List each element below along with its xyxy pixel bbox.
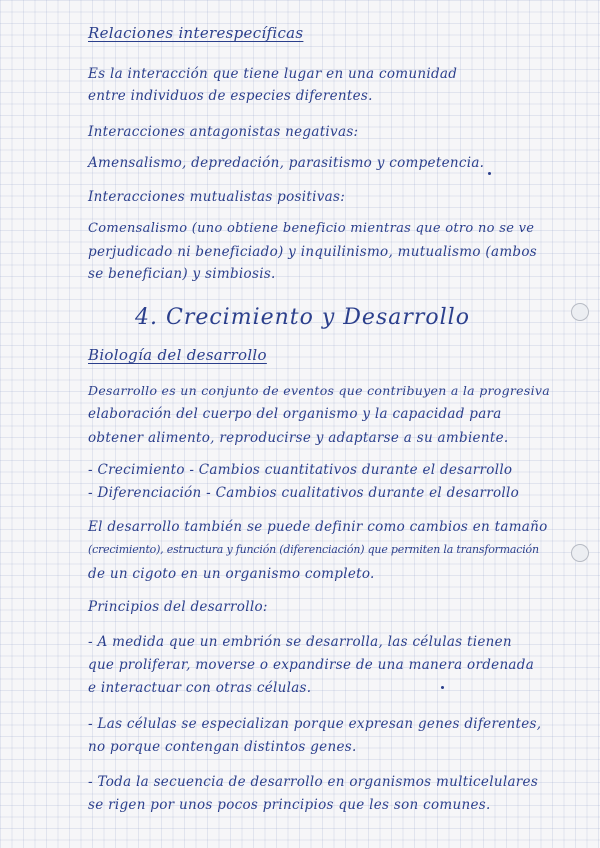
definition2-line-3: de un cigoto en un organismo completo. (88, 566, 375, 582)
principle-3-line-2: se rigen por unos pocos principios que les son comunes. (88, 797, 491, 813)
bullet-differentiation: - Diferenciación - Cambios cualitativos durante el desarrollo (88, 485, 520, 501)
bullet-growth: - Crecimiento - Cambios cuantitativos durante el desarrollo (88, 462, 513, 478)
mutualist-line-1: Comensalismo (uno obtiene beneficio mientras que otro no se ve (88, 221, 535, 236)
mutualist-heading: Interacciones mutualistas positivas: (88, 189, 346, 205)
principles-heading: Principios del desarrollo: (88, 599, 268, 615)
principle-2-line-1: - Las células se especializan porque expresan genes diferentes, (88, 716, 542, 732)
definition2-line-1: El desarrollo también se puede definir como cambios en tamaño (88, 519, 548, 535)
principle-2-line-2: no porque contengan distintos genes. (88, 739, 357, 755)
antagonist-list: Amensalismo, depredación, parasitismo y competencia. (88, 155, 485, 171)
ink-dot (488, 172, 491, 175)
biology-heading: Biología del desarrollo (88, 346, 267, 364)
biology-line-2: elaboración del cuerpo del organismo y la capacidad para (88, 406, 502, 422)
title-heading: Relaciones interespecíficas (88, 24, 304, 42)
chapter-heading: 4. Crecimiento y Desarrollo (135, 305, 470, 330)
principle-1-line-1: - A medida que un embrión se desarrolla, las células tienen (88, 634, 512, 650)
mutualist-line-2: perjudicado ni beneficiado) y inquilinismo, mutualismo (ambos (88, 244, 538, 260)
definition-line-2: entre individuos de especies diferentes. (88, 88, 373, 104)
biology-line-1: Desarrollo es un conjunto de eventos que contribuyen a la progresiva (88, 383, 550, 398)
principle-1-line-2: que proliferar, moverse o expandirse de una manera ordenada (88, 657, 535, 673)
mutualist-line-3: se benefician) y simbiosis. (88, 266, 276, 282)
biology-line-3: obtener alimento, reproducirse y adaptarse a su ambiente. (88, 430, 509, 446)
definition2-line-2: (crecimiento), estructura y función (diferenciación) que permiten la transformación (88, 543, 539, 556)
principle-3-line-1: - Toda la secuencia de desarrollo en organismos multicelulares (88, 774, 539, 790)
definition-line-1: Es la interacción que tiene lugar en una comunidad (88, 66, 458, 82)
antagonist-heading: Interacciones antagonistas negativas: (88, 124, 359, 140)
principle-1-line-3: e interactuar con otras células. (88, 680, 312, 696)
ink-dot (441, 686, 444, 689)
